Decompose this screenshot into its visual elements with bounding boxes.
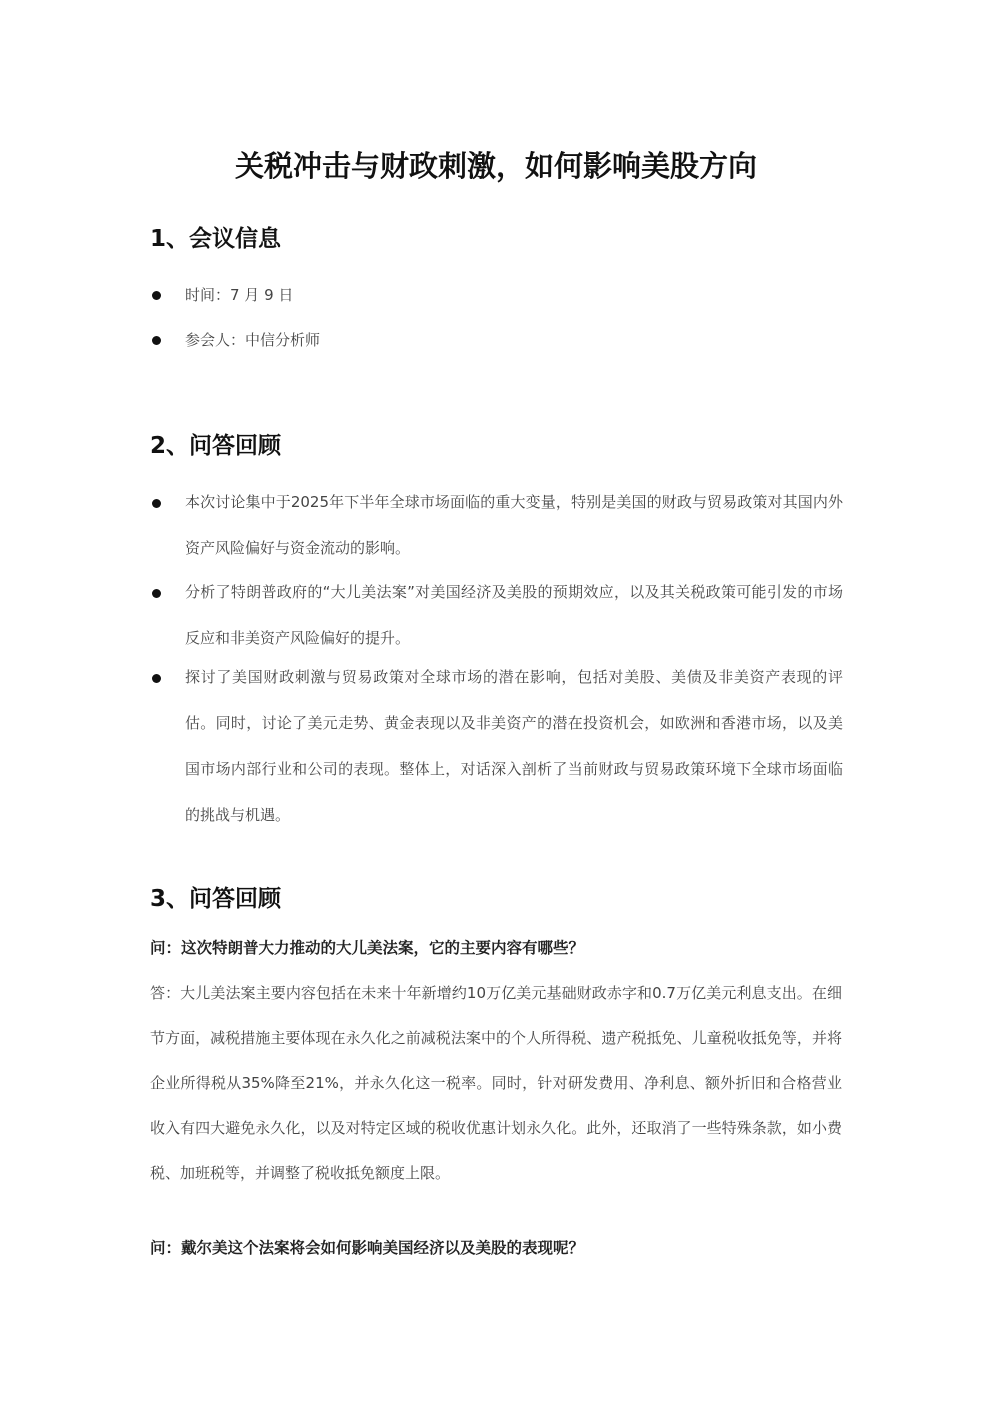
bullet-dot-icon — [152, 674, 161, 683]
qa-question: 问：戴尔美这个法案将会如何影响美国经济以及美股的表现呢？ — [150, 1239, 585, 1257]
document-title: 关税冲击与财政刺激，如何影响美股方向 — [234, 149, 757, 183]
list-item — [150, 330, 842, 350]
section-heading-qa: 3、问答回顾 — [150, 886, 282, 912]
list-item — [150, 667, 843, 824]
bullet-dot-icon — [152, 589, 161, 598]
bullet-dot-icon — [152, 499, 161, 508]
list-item — [150, 492, 842, 562]
section-heading-meeting-info: 1、会议信息 — [150, 226, 282, 252]
list-item — [150, 582, 842, 652]
summary-point: 分析了特朗普政府的“大儿美法案”对美国经济及美股的预期效应，以及其关税政策可能引发的市场反应和非美资产风险偏好的提升。 — [185, 583, 843, 647]
qa-question: 问：这次特朗普大力推动的大儿美法案，它的主要内容有哪些？ — [150, 939, 585, 957]
bullet-dot-icon — [152, 291, 161, 300]
summary-point: 本次讨论集中于2025年下半年全球市场面临的重大变量，特别是美国的财政与贸易政策对其国内外资产风险偏好与资金流动的影响。 — [185, 493, 843, 557]
meeting-participants: 参会人：中信分析师 — [185, 331, 321, 349]
meeting-time: 时间：7 月 9 日 — [185, 286, 294, 304]
bullet-dot-icon — [152, 336, 161, 345]
summary-point: 探讨了美国财政刺激与贸易政策对全球市场的潜在影响，包括对美股、美债及非美资产表现的评估。同时，讨论了美元走势、黄金表现以及非美资产的潜在投资机会，如欧洲和香港市场，以及美国市场内部行业和公司的表现。整体上，对话深入剖析了当前财政与贸易政策环境下全球市场面临的挑战与机遇。 — [185, 668, 843, 824]
qa-answer: 答：大儿美法案主要内容包括在未来十年新增约10万亿美元基础财政赤字和0.7万亿美元利息支出。在细节方面，减税措施主要体现在永久化之前减税法案中的个人所得税、遗产税抵免、儿童税收抵免等，并将企业所得税从35%降至21%，并永久化这一税率。同时，针对研发费用、净利息、额外折旧和合格营业收入有四大避免永久化，以及对特定区域的税收优惠计划永久化。此外，还取消了一些特殊条款，如小费税、加班税等，并调整了税收抵免额度上限。 — [150, 984, 842, 1182]
section-heading-summary: 2、问答回顾 — [150, 433, 282, 459]
list-item — [150, 285, 842, 305]
